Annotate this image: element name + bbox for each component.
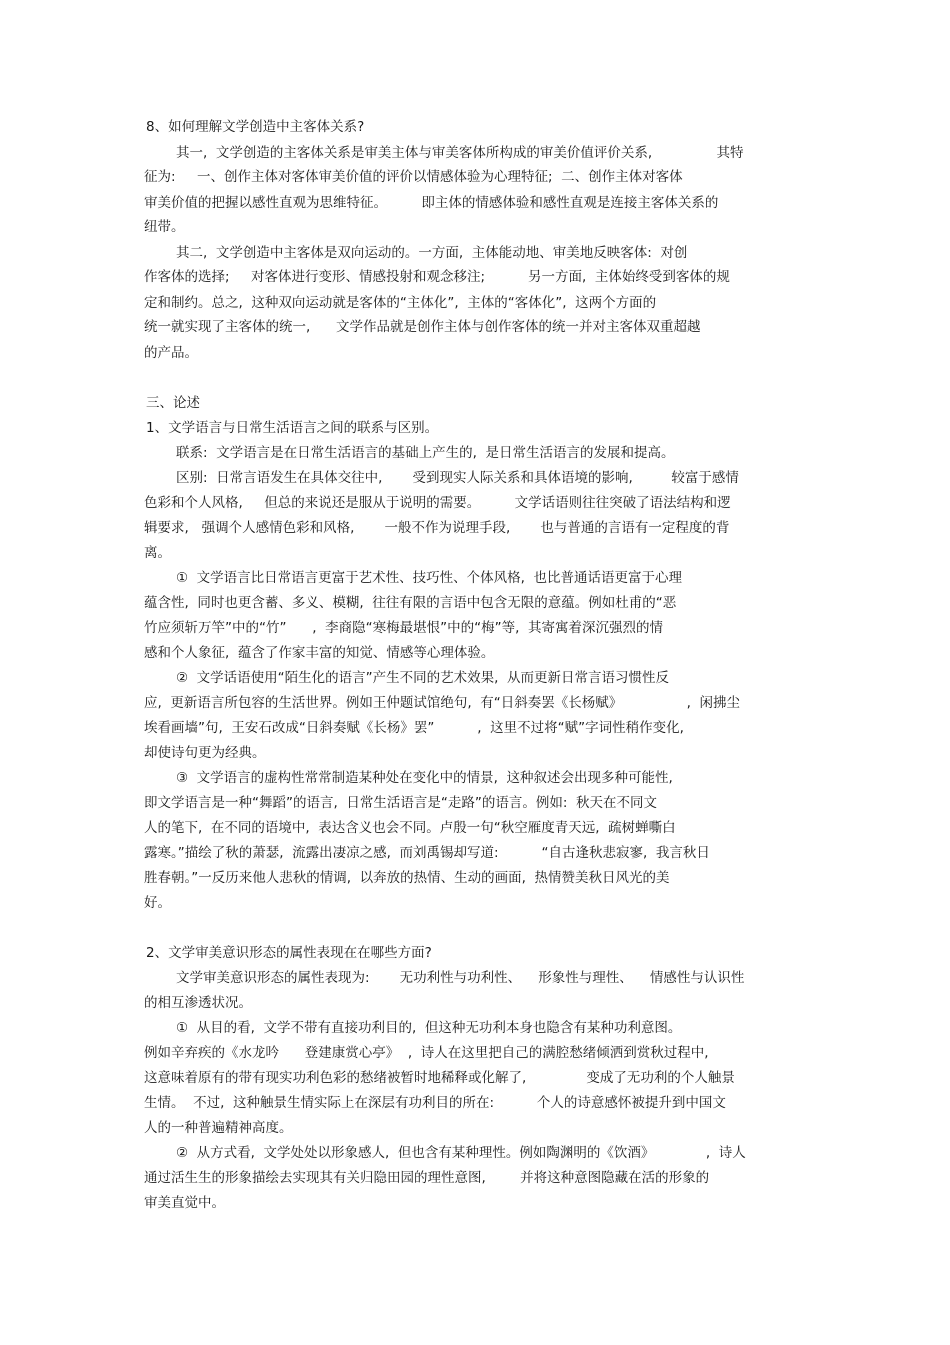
heading-q2: 2、文学审美意识形态的属性表现在在哪些方面?	[146, 945, 432, 961]
paragraph-line: ① 文学语言比日常语言更富于艺术性、技巧性、个体风格, 也比普通话语更富于心理	[176, 570, 683, 586]
paragraph-line: 这意味着原有的带有现实功利色彩的愁绪被暂时地稀释或化解了, 变成了无功利的个人触景	[144, 1070, 735, 1086]
paragraph-line: 其一, 文学创造的主客体关系是审美主体与审美客体所构成的审美价值评价关系, 其特	[176, 145, 744, 161]
paragraph-line: 区别: 日常言语发生在具体交往中, 受到现实人际关系和具体语境的影响, 较富于感情	[176, 470, 739, 486]
paragraph-line: 却使诗句更为经典。	[144, 745, 266, 761]
paragraph-line: 作客体的选择; 对客体进行变形、情感投射和观念移注; 另一方面, 主体始终受到客体的规	[144, 269, 730, 285]
paragraph-line: 感和个人象征, 蕴含了作家丰富的知觉、情感等心理体验。	[144, 645, 495, 661]
paragraph-line: 生情。 不过, 这种触景生情实际上在深层有功利目的所在: 个人的诗意感怀被提升到中国文	[144, 1095, 726, 1111]
paragraph-line: 辑要求, 强调个人感情色彩和风格, 一般不作为说理手段, 也与普通的言语有一定程度的背	[144, 520, 730, 536]
paragraph-line: 埃看画墙”句, 王安石改成“日斜奏赋《长杨》罢” , 这里不过将“赋”字词性稍作变化,	[144, 720, 684, 736]
paragraph-line: 纽带。	[144, 219, 185, 235]
paragraph-line: 即文学语言是一种“舞蹈”的语言, 日常生活语言是“走路”的语言。例如: 秋天在不同文	[144, 795, 657, 811]
paragraph-line: 竹应须斩万竿”中的“竹” , 李商隐“寒梅最堪恨”中的“梅”等, 其寄寓着深沉强烈的情	[144, 620, 663, 636]
paragraph-line: 联系: 文学语言是在日常生活语言的基础上产生的, 是日常生活语言的发展和提高。	[176, 445, 675, 461]
paragraph-line: 征为: 一、创作主体对客体审美价值的评价以情感体验为心理特征; 二、创作主体对客体	[144, 169, 683, 185]
paragraph-line: 人的一种普遍精神高度。	[144, 1120, 293, 1136]
paragraph-line: 好。	[144, 895, 171, 911]
paragraph-line: ② 文学话语使用“陌生化的语言”产生不同的艺术效果, 从而更新日常言语习惯性反	[176, 670, 670, 686]
paragraph-line: 人的笔下, 在不同的语境中, 表达含义也会不同。卢殷一句“秋空雁度青天远, 疏树蝉嘶白	[144, 820, 676, 836]
paragraph-line: 的相互渗透状况。	[144, 995, 252, 1011]
paragraph-line: 的产品。	[144, 345, 198, 361]
paragraph-line: 应, 更新语言所包容的生活世界。例如王仲题试馆绝句, 有“日斜奏罢《长杨赋》 , 闲拂尘	[144, 695, 740, 711]
section-heading-lunshu: 三、论述	[146, 395, 200, 411]
paragraph-line: 例如辛弃疾的《水龙吟 登建康赏心亭》 , 诗人在这里把自己的满腔愁绪倾洒到赏秋过程中,	[144, 1045, 709, 1061]
paragraph-line: 蕴含性, 同时也更含蓄、多义、模糊, 往往有限的言语中包含无限的意蕴。例如杜甫的“恶	[144, 595, 677, 611]
paragraph-line: 审美价值的把握以感性直观为思维特征。 即主体的情感体验和感性直观是连接主客体关系的	[144, 195, 719, 211]
paragraph-line: ① 从目的看, 文学不带有直接功利目的, 但这种无功利本身也隐含有某种功利意图。	[176, 1020, 682, 1036]
paragraph-line: 色彩和个人风格, 但总的来说还是服从于说明的需要。 文学话语则往往突破了语法结构和逻	[144, 495, 731, 511]
paragraph-line: 统一就实现了主客体的统一, 文学作品就是创作主体与创作客体的统一并对主客体双重超越	[144, 319, 701, 335]
paragraph-line: 胜春朝。”一反历来他人悲秋的情调, 以奔放的热情、生动的画面, 热情赞美秋日风光的美	[144, 870, 670, 886]
paragraph-line: ③ 文学语言的虚构性常常制造某种处在变化中的情景, 这种叙述会出现多种可能性,	[176, 770, 673, 786]
heading-q1: 1、文学语言与日常生活语言之间的联系与区别。	[146, 420, 439, 436]
paragraph-line: 通过活生生的形象描绘去实现其有关归隐田园的理性意图, 并将这种意图隐藏在活的形象的	[144, 1170, 710, 1186]
paragraph-line: ② 从方式看, 文学处处以形象感人, 但也含有某种理性。例如陶渊明的《饮酒》 , 诗人	[176, 1145, 746, 1161]
paragraph-line: 审美直觉中。	[144, 1195, 225, 1211]
paragraph-line: 文学审美意识形态的属性表现为: 无功利性与功利性、 形象性与理性、 情感性与认识性	[176, 970, 745, 986]
paragraph-line: 离。	[144, 545, 171, 561]
paragraph-line: 露寒。”描绘了秋的萧瑟, 流露出凄凉之感, 而刘禹锡却写道: “自古逢秋悲寂寥, 我言秋日	[144, 845, 710, 861]
paragraph-line: 定和制约。总之, 这种双向运动就是客体的“主体化”, 主体的“客体化”, 这两个方面的	[144, 295, 657, 311]
paragraph-line: 其二, 文学创造中主客体是双向运动的。一方面, 主体能动地、审美地反映客体: 对创	[176, 245, 688, 261]
heading-q8: 8、如何理解文学创造中主客体关系?	[146, 119, 365, 135]
